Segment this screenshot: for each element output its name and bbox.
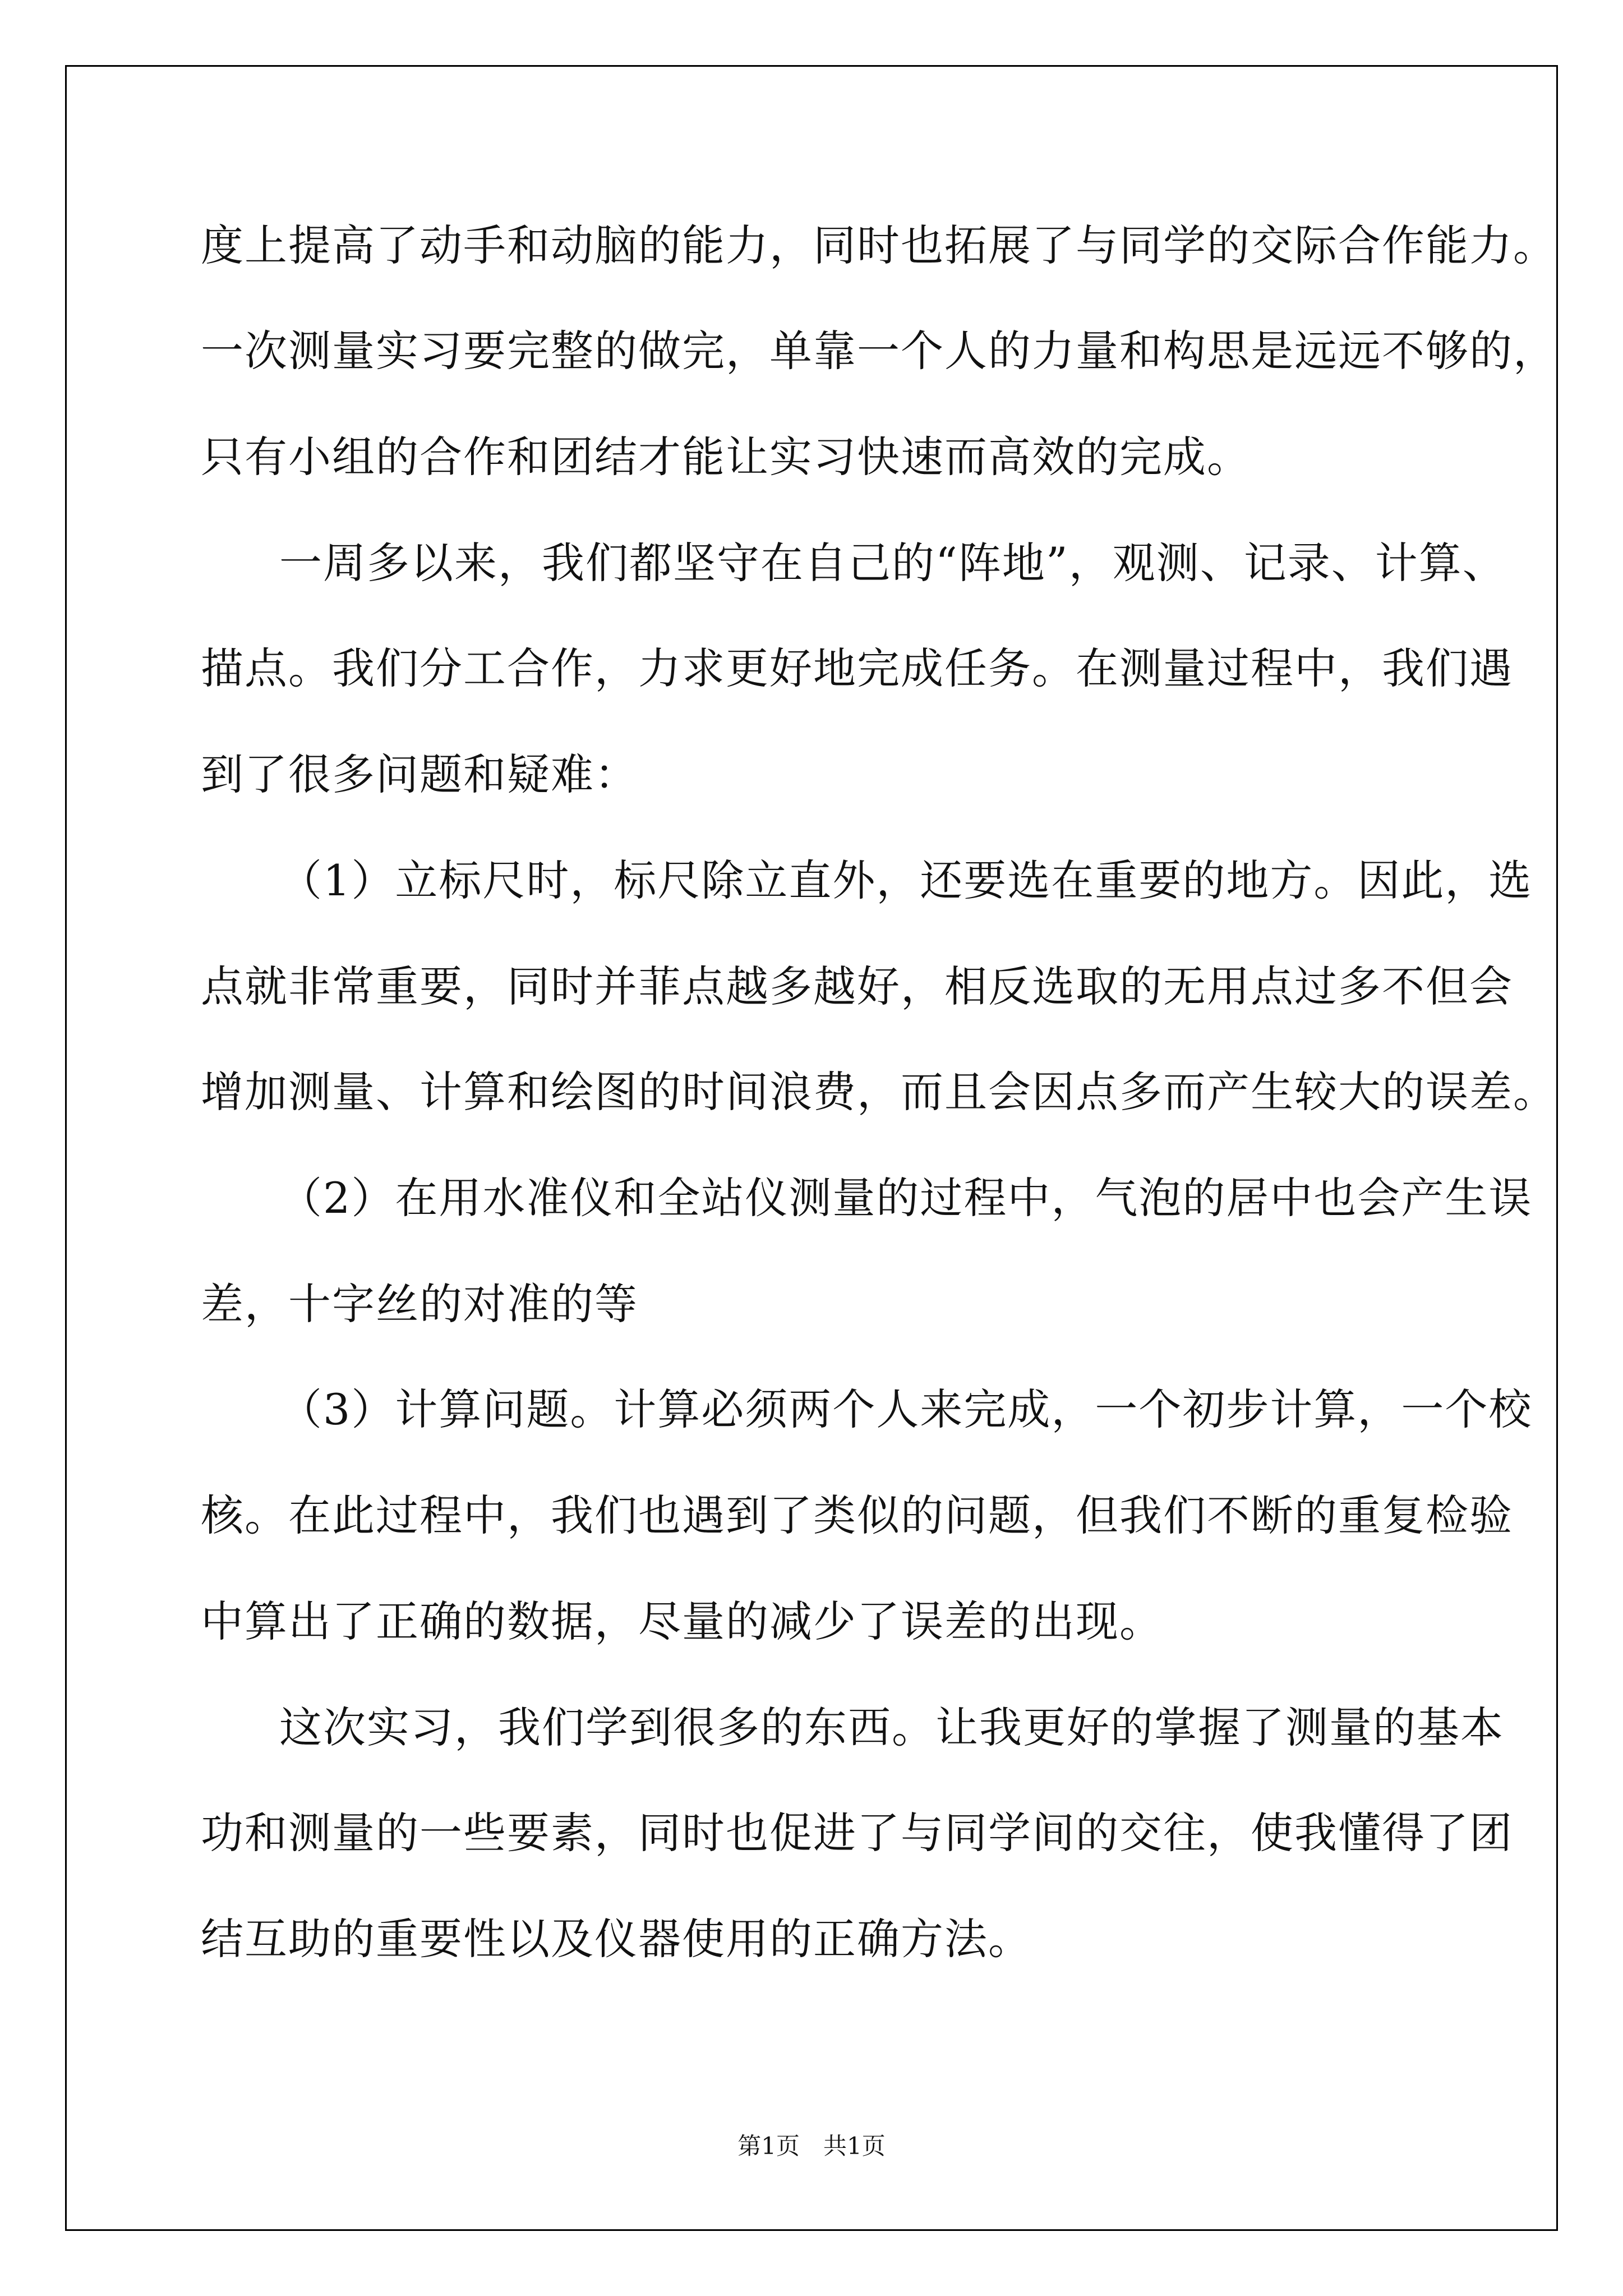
page-number-footer: 第1页 共1页 bbox=[737, 2132, 886, 2160]
text-line: 差，十字丝的对准的等 bbox=[201, 1279, 638, 1329]
text-line: 只有小组的合作和团结才能让实习快速而高效的完成。 bbox=[201, 432, 1251, 482]
text-line: 描点。我们分工合作，力求更好地完成任务。在测量过程中，我们遇 bbox=[201, 643, 1513, 693]
page-border bbox=[65, 65, 1558, 2231]
text-line: 中算出了正确的数据，尽量的减少了误差的出现。 bbox=[201, 1596, 1163, 1646]
text-line: 功和测量的一些要素，同时也促进了与同学间的交往，使我懂得了团 bbox=[201, 1808, 1513, 1858]
text-line: 点就非常重要，同时并菲点越多越好，相反选取的无用点过多不但会 bbox=[201, 961, 1513, 1011]
text-line: 增加测量、计算和绘图的时间浪费，而且会因点多而产生较大的误差。 bbox=[201, 1067, 1557, 1117]
paragraph-start-line: 一周多以来，我们都坚守在自己的“阵地”，观测、记录、计算、 bbox=[279, 538, 1506, 588]
paragraph-start-line: （3）计算问题。计算必须两个人来完成，一个初步计算，一个校 bbox=[279, 1384, 1533, 1434]
text-line: 到了很多问题和疑难： bbox=[201, 749, 638, 799]
paragraph-start-line: （2）在用水准仪和全站仪测量的过程中，气泡的居中也会产生误 bbox=[279, 1173, 1533, 1223]
text-line: 结互助的重要性以及仪器使用的正确方法。 bbox=[201, 1914, 1032, 1964]
paragraph-start-line: （1）立标尺时，标尺除立直外，还要选在重要的地方。因此，选 bbox=[279, 855, 1533, 905]
text-line: 度上提高了动手和动脑的能力，同时也拓展了与同学的交际合作能力。 bbox=[201, 220, 1557, 270]
text-line: 一次测量实习要完整的做完，单靠一个人的力量和构思是远远不够的， bbox=[201, 326, 1557, 376]
paragraph-start-line: 这次实习，我们学到很多的东西。让我更好的掌握了测量的基本 bbox=[279, 1703, 1504, 1752]
text-line: 核。在此过程中，我们也遇到了类似的问题，但我们不断的重复检验 bbox=[201, 1490, 1513, 1540]
